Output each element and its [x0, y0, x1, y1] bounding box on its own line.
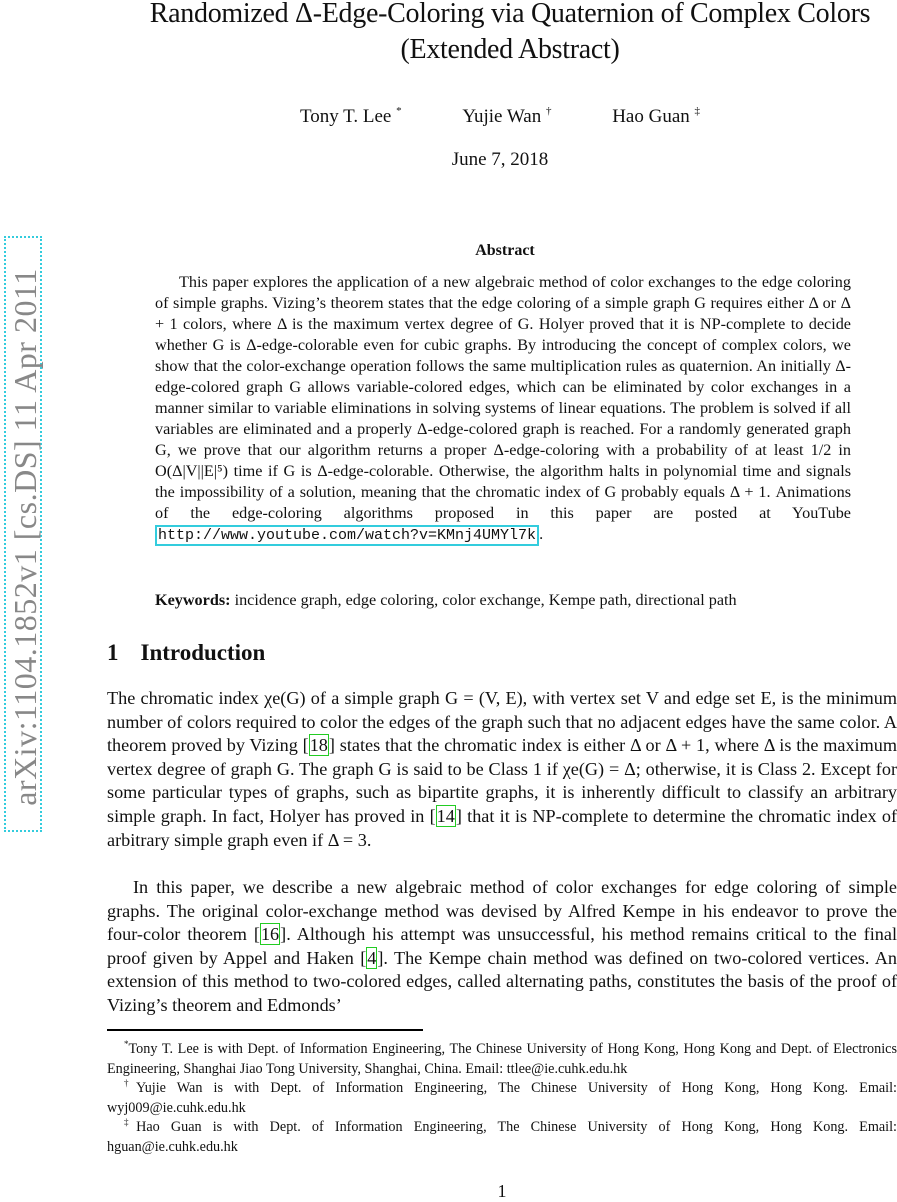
abstract-body [155, 272, 851, 546]
section-title: Introduction [140, 640, 266, 665]
footnote-text: Hao Guan is with Dept. of Information Engineering, The Chinese University of Hong Kong, Hong Kong. Email: hguan@ie.cuhk.edu.hk [107, 1119, 897, 1155]
intro-paragraph-2: In this paper, we describe a new algebraic method of color exchanges for edge coloring of simple graphs. The original color-exchange method was devised by Alfred Kempe in his endeavor to prove the four-color theorem [16]. Although his attempt was unsuccessful, his method remains critical to the final proof given by Appel and Haken [4]. The Kempe chain method was defined on two-colored vertices. An extension of this method to two-colored edges, called alternating paths, constitutes the basis of the proof of Vizing’s theorem and Edmonds’ [107, 877, 897, 1015]
author [612, 106, 700, 127]
text: In this paper, we describe a new algebraic method of color exchanges for edge coloring of simple graphs. The original color-exchange method was devised by Alfred Kempe in his endeavor to prove the four-color theorem [107, 877, 897, 945]
footnote-mark[interactable]: ‡ [694, 105, 701, 117]
author-name: Yujie Wan [462, 106, 542, 127]
section-heading [107, 640, 265, 666]
footnote [107, 1035, 897, 1079]
footnote-mark[interactable]: * [396, 105, 402, 117]
footnote-text: Tony T. Lee is with Dept. of Information Engineering, The Chinese University of Hong Kong, Hong Kong and Dept. of Electronics Engineering, Shanghai Jiao Tong University, Shanghai, China. Email: ttlee@ie.cuhk.edu.hk [107, 1041, 897, 1077]
text: that it is NP-complete to determine the chromatic index of arbitrary simple graph even if Δ = 3. [107, 805, 897, 850]
footnote [107, 1074, 897, 1118]
abstract-text: This paper explores the application of a new algebraic method of color exchanges to the edge coloring of simple graphs. Vizing’s theorem states that the edge coloring of a simple graph G requires either Δ or Δ + 1 colors, where Δ is the maximum vertex degree of G. Holyer proved that it is NP-complete to decide whether G is Δ-edge-colorable even for cubic graphs. By introducing the concept of complex colors, we show that the color-exchange operation follows the same multiplication rules as quaternion. An initially Δ-edge-colored graph G allows variable-colored edges, which can be eliminated by color exchanges in a manner similar to variable eliminations in solving systems of linear equations. The problem is solved if all variables are eliminated and a properly Δ-edge-colored graph is reached. For a randomly generated graph G, we prove that our algorithm returns a proper Δ-edge-coloring with a probability of at least 1/2 in O(Δ|V||E|⁵) time if G is Δ-edge-colorable. Otherwise, the algorithm halts in polynomial time and signals the impossibility of a solution, meaning that the chromatic index of G probably equals Δ + 1. Animations of the edge-coloring algorithms proposed in this paper are posted at YouTube [155, 273, 851, 522]
section-number: 1 [107, 640, 119, 665]
keywords-label: Keywords: [155, 591, 231, 609]
citation-link[interactable]: 16 [260, 924, 280, 945]
author-list [0, 105, 897, 128]
text: . The Kempe chain method was defined on two-colored vertices. An extension of this method to two-colored edges, called alternating paths, constitutes the basis of the proof of Vizing’s theorem and Edmonds’ [107, 947, 897, 1015]
paper-title [90, 0, 897, 68]
abstract-heading: Abstract [475, 242, 535, 259]
author-name: Tony T. Lee [299, 106, 392, 127]
page-number: 1 [497, 1181, 507, 1201]
title-line-2: (Extended Abstract) [400, 34, 620, 65]
author-name: Hao Guan [612, 106, 690, 127]
citation-link[interactable]: 4 [367, 947, 377, 968]
text: . Although his attempt was unsuccessful, his method remains critical to the final proof given by Appel and Haken [107, 924, 897, 968]
text: states that the chromatic index is either Δ or Δ + 1, where Δ is the maximum vertex degree of graph G. The graph G is said to be Class 1 if χe(G) = Δ; otherwise, it is Class 2. Except for some particular types of graphs, such as bipartite graphs, it is inherently difficult to classify an arbitrary simple graph. In fact, Holyer has proved in [107, 735, 897, 826]
punctuation: . [539, 525, 544, 543]
footnote-text: Yujie Wan is with Dept. of Information Engineering, The Chinese University of Hong Kong, Hong Kong. Email: wyj009@ie.cuhk.edu.hk [107, 1080, 897, 1116]
keywords [155, 590, 855, 611]
citation-link[interactable]: 14 [436, 805, 455, 826]
footnote-rule [107, 1029, 423, 1031]
footnote-mark: † [124, 1078, 137, 1088]
text: The chromatic index χe(G) of a simple graph G = (V, E), with vertex set V and edge set E, is the minimum number of colors required to color the edges of the graph such that no adjacent edges have the same color. A theorem proved by Vizing [107, 688, 897, 756]
citation-link[interactable]: 18 [309, 735, 328, 756]
footnote-mark[interactable]: † [545, 105, 552, 117]
footnote-mark: * [124, 1039, 129, 1049]
arxiv-stamp: arXiv:1104.1852v1 [cs.DS] 11 Apr 2011 [7, 268, 43, 806]
author [462, 106, 551, 127]
footnote-mark: ‡ [124, 1117, 137, 1127]
footnote [107, 1113, 897, 1157]
youtube-link[interactable]: http://www.youtube.com/watch?v=KMnj4UMYl7k [155, 525, 539, 546]
intro-paragraph-1: The chromatic index χe(G) of a simple graph G = (V, E), with vertex set V and edge set E, is the minimum number of colors required to color the edges of the graph such that no adjacent edges have the same color. A theorem proved by Vizing [18] states that the chromatic index is either Δ or Δ + 1, where Δ is the maximum vertex degree of graph G. The graph G is said to be Class 1 if χe(G) = Δ; otherwise, it is Class 2. Except for some particular types of graphs, such as bipartite graphs, it is inherently difficult to classify an arbitrary simple graph. In fact, Holyer has proved in [14] that it is NP-complete to determine the chromatic index of arbitrary simple graph even if Δ = 3. [107, 688, 897, 850]
title-line-1: Randomized Δ-Edge-Coloring via Quaternion of Complex Colors [149, 0, 871, 29]
author [300, 106, 402, 127]
paper-date: June 7, 2018 [451, 149, 549, 170]
keywords-text: incidence graph, edge coloring, color exchange, Kempe path, directional path [234, 591, 737, 609]
arxiv-stamp-box[interactable] [4, 236, 42, 832]
